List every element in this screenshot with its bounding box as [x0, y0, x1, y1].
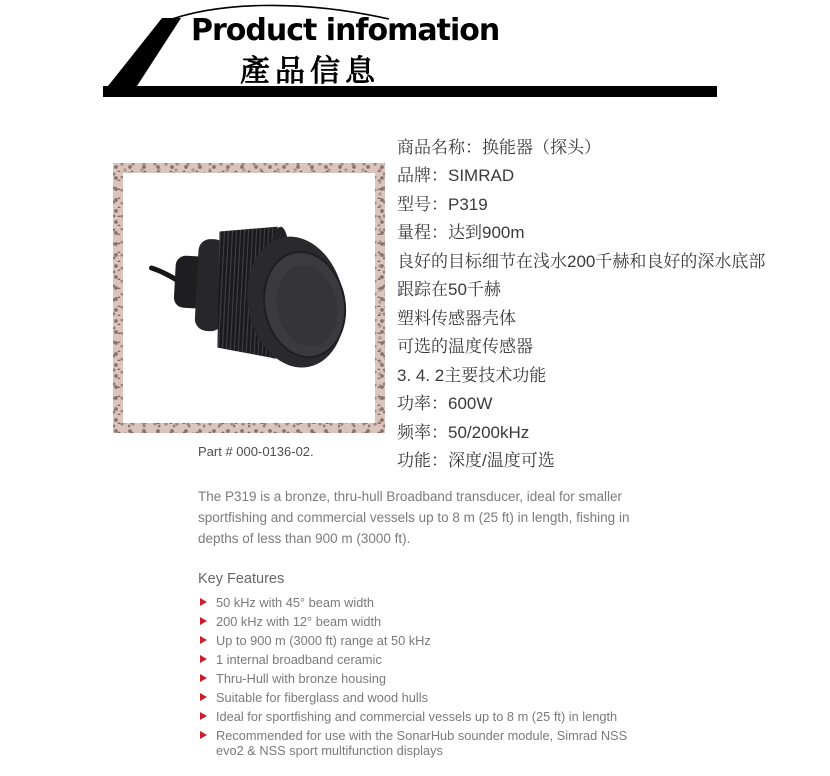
arrow-bullet-icon	[200, 693, 207, 701]
feature-item	[198, 633, 668, 648]
arrow-bullet-icon	[200, 712, 207, 720]
product-description: The P319 is a bronze, thru-hull Broadband transducer, ideal for smaller sportfishing and commercial vessels up to 8 m (25 ft) in length, fishing in depths of less than 900 m (3000 ft).	[198, 489, 630, 546]
arrow-bullet-icon	[200, 731, 207, 739]
page-title-english: Product infomation	[191, 13, 500, 48]
feature-item	[198, 614, 668, 629]
feature-item	[198, 690, 668, 705]
feature-text: Up to 900 m (3000 ft) range at 50 kHz	[216, 633, 431, 648]
feature-item	[198, 728, 668, 758]
product-detail-line: 功率：600W	[397, 394, 493, 414]
product-detail-line: 良好的目标细节在浅水200千赫和良好的深水底部	[397, 251, 766, 271]
product-detail-line: 频率：50/200kHz	[397, 422, 530, 442]
arrow-bullet-icon	[200, 655, 207, 663]
feature-item	[198, 652, 668, 667]
feature-text: 200 kHz with 12° beam width	[216, 614, 382, 629]
header-banner	[0, 0, 830, 112]
feature-item	[198, 709, 668, 724]
part-number: Part # 000-0136-02.	[198, 444, 314, 459]
feature-text: Suitable for fiberglass and wood hulls	[216, 690, 428, 705]
product-detail-line: 塑料传感器壳体	[397, 308, 516, 328]
banner-underline-bar	[103, 86, 717, 97]
product-photo-frame	[113, 163, 385, 433]
product-detail-line: 功能：深度/温度可选	[397, 451, 555, 471]
product-details	[397, 131, 765, 473]
product-photo	[123, 173, 375, 423]
feature-text: 50 kHz with 45° beam width	[216, 595, 375, 610]
product-detail-line: 商品名称：换能器（探头）	[397, 137, 601, 157]
product-detail-line: 品牌：SIMRAD	[397, 166, 515, 186]
feature-text: Thru-Hull with bronze housing	[216, 671, 386, 686]
feature-text: Recommended for use with the SonarHub sounder module, Simrad NSS evo2 & NSS sport multifunction displays	[216, 728, 628, 758]
key-features-heading: Key Features	[198, 571, 285, 587]
transducer-image	[146, 199, 352, 397]
product-detail-line: 3. 4. 2主要技术功能	[397, 365, 547, 385]
key-features-list	[198, 595, 668, 762]
arrow-bullet-icon	[200, 617, 207, 625]
banner-slant-stroke	[108, 18, 181, 86]
feature-item	[198, 671, 668, 686]
product-detail-line: 量程：达到900m	[397, 223, 525, 243]
feature-text: 1 internal broadband ceramic	[216, 652, 382, 667]
feature-text: Ideal for sportfishing and commercial vessels up to 8 m (25 ft) in length	[216, 709, 618, 724]
product-detail-line: 可选的温度传感器	[397, 337, 533, 357]
product-detail-line: 型号：P319	[397, 194, 488, 214]
feature-item	[198, 595, 668, 610]
arrow-bullet-icon	[200, 674, 207, 682]
arrow-bullet-icon	[200, 636, 207, 644]
arrow-bullet-icon	[200, 598, 207, 606]
product-detail-line: 跟踪在50千赫	[397, 280, 501, 300]
page-title-chinese: 產品信息	[240, 54, 380, 89]
